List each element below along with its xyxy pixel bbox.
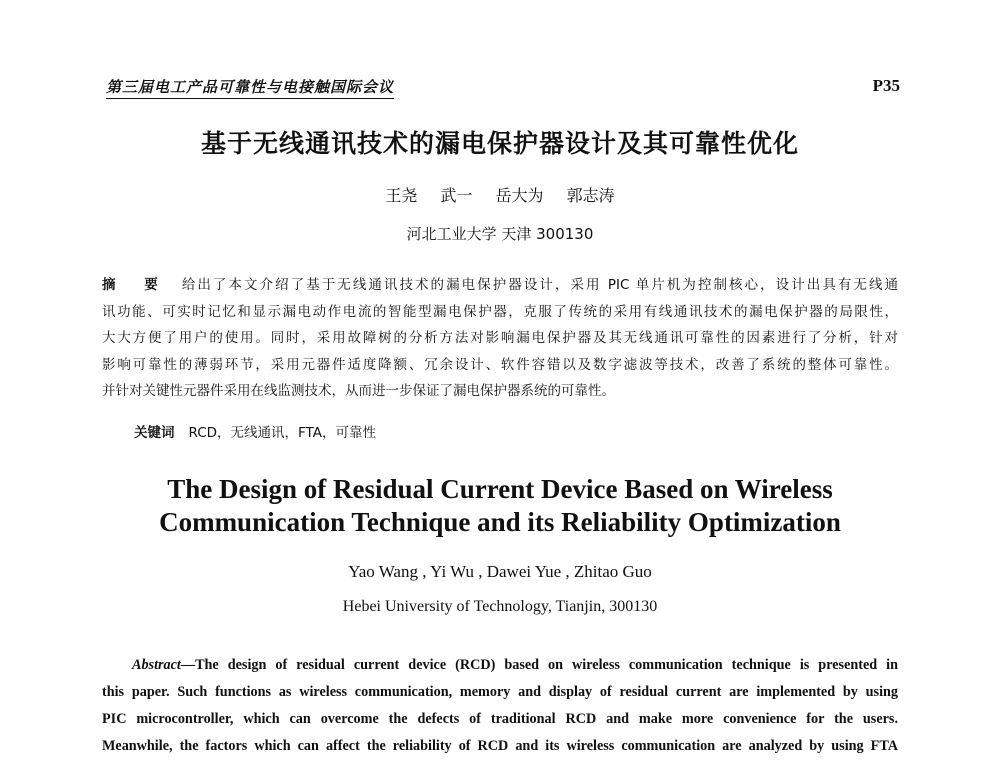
english-abstract bbox=[102, 652, 898, 760]
english-abstract-label: Abstract bbox=[132, 657, 181, 673]
english-abstract-line: Meanwhile, the factors which can affect the reliability of RCD and its wireless communication are analyzed by using FTA bbox=[102, 738, 898, 754]
english-title-line: Communication Technique and its Reliability Optimization bbox=[159, 507, 841, 537]
chinese-abstract-label: 摘 要 bbox=[102, 277, 170, 293]
chinese-affiliation: 河北工业大学 天津 300130 bbox=[406, 225, 594, 243]
english-abstract-line: PIC microcontroller, which can overcome the defects of traditional RCD and make more convenience for the users. bbox=[102, 711, 898, 727]
chinese-abstract-line: 讯功能、可实时记忆和显示漏电动作电流的智能型漏电保护器，克服了传统的采用有线通讯技术的漏电保护器的局限性， bbox=[102, 303, 898, 320]
english-authors: Yao Wang , Yi Wu , Dawei Yue , Zhitao Guo bbox=[348, 562, 652, 581]
chinese-abstract-line: 影响可靠性的薄弱环节，采用元器件适度降额、冗余设计、软件容错以及数字滤波等技术，改善了系统的整体可靠性。 bbox=[102, 356, 898, 373]
page-number: P35 bbox=[872, 76, 900, 95]
chinese-abstract-line: 大大方便了用户的使用。同时，采用故障树的分析方法对影响漏电保护器及其无线通讯可靠性的因素进行了分析，针对 bbox=[102, 330, 898, 347]
english-title bbox=[0, 473, 1000, 539]
conference-name: 第三届电工产品可靠性与电接触国际会议 bbox=[106, 76, 394, 99]
running-header bbox=[106, 72, 900, 100]
chinese-abstract-line: 并针对关键性元器件采用在线监测技术，从而进一步保证了漏电保护器系统的可靠性。 bbox=[102, 383, 615, 400]
chinese-keywords-text: RCD，无线通讯，FTA，可靠性 bbox=[188, 425, 376, 441]
chinese-authors: 王尧 武一 岳大为 郭志涛 bbox=[385, 186, 615, 205]
chinese-abstract bbox=[102, 272, 898, 405]
chinese-abstract-line: 摘 要 给出了本文介绍了基于无线通讯技术的漏电保护器设计，采用 PIC 单片机为控制核心，设计出具有无线通 bbox=[102, 277, 898, 293]
english-abstract-line: Abstract—The design of residual current device (RCD) based on wireless communication technique is presented in bbox=[102, 652, 898, 679]
english-abstract-line: this paper. Such functions as wireless communication, memory and display of residual current are implemented by using bbox=[102, 684, 898, 700]
chinese-keywords-label: 关键词 bbox=[134, 425, 175, 441]
english-affiliation: Hebei University of Technology, Tianjin, 300130 bbox=[342, 598, 658, 615]
chinese-title: 基于无线通讯技术的漏电保护器设计及其可靠性优化 bbox=[200, 129, 799, 158]
english-title-line: The Design of Residual Current Device Based on Wireless bbox=[167, 474, 833, 504]
chinese-keywords bbox=[134, 421, 376, 441]
